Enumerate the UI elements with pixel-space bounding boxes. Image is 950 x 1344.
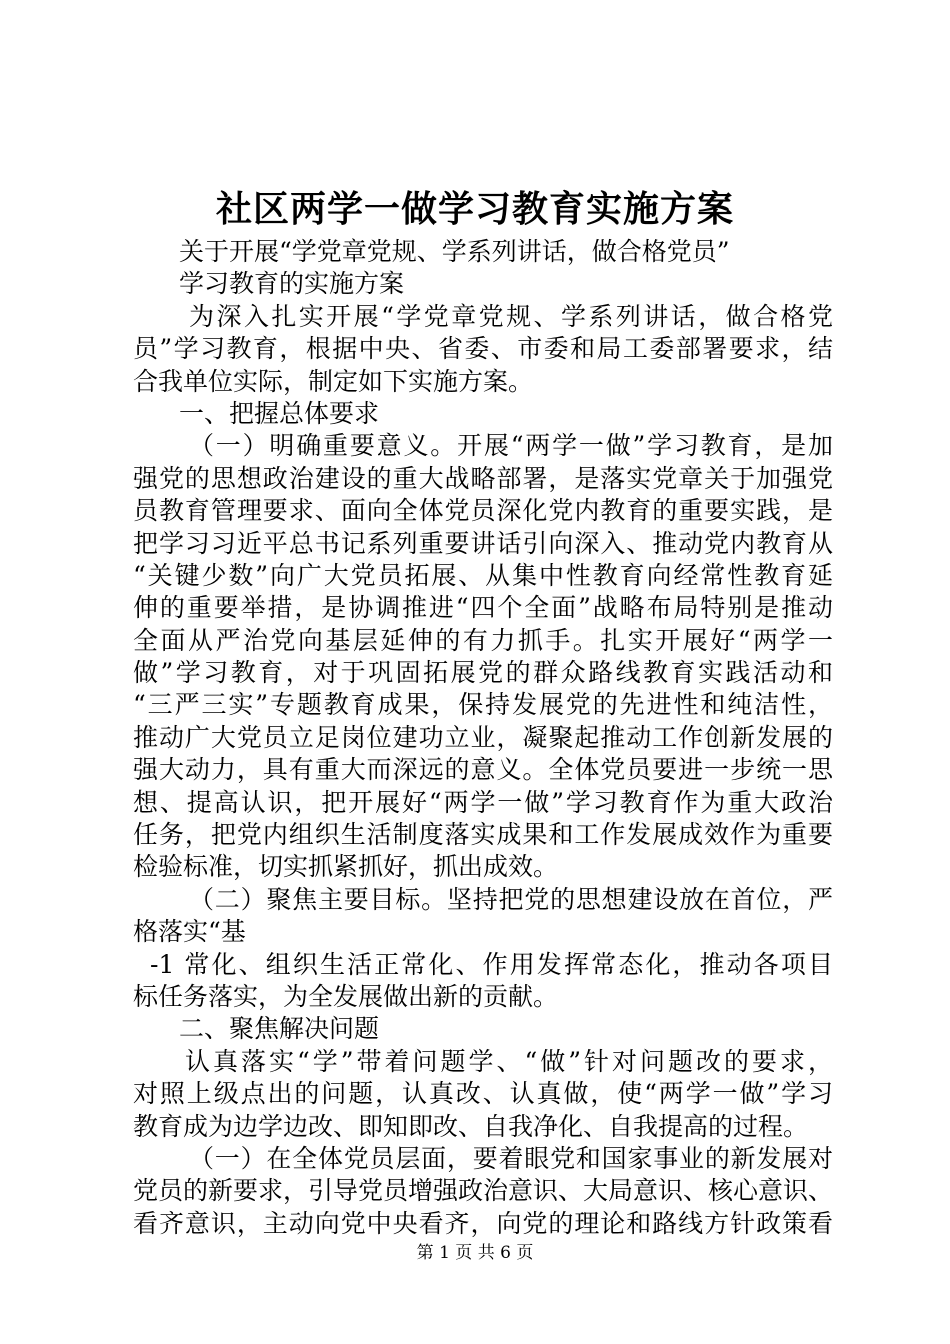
paragraph-line: 强大动力，具有重大而深远的意义。全体党员要进一步统一思 bbox=[133, 755, 833, 785]
paragraph-line: （一）在全体党员层面，要着眼党和国家事业的新发展对 bbox=[189, 1143, 833, 1173]
paragraph-line: “关键少数”向广大党员拓展、从集中性教育向经常性教育延 bbox=[133, 560, 833, 590]
paragraph-line: （二）聚焦主要目标。坚持把党的思想建设放在首位，严 bbox=[189, 884, 833, 914]
paragraph-line: 全面从严治党向基层延伸的有力抓手。扎实开展好“两学一 bbox=[133, 625, 833, 655]
paragraph-line: 合我单位实际，制定如下实施方案。 bbox=[133, 366, 534, 396]
paragraph-line: 员”学习教育，根据中央、省委、市委和局工委部署要求，结 bbox=[133, 334, 833, 364]
paragraph-line: 为深入扎实开展“学党章党规、学系列讲话，做合格党 bbox=[189, 301, 833, 331]
document-title: 社区两学一做学习教育实施方案 bbox=[215, 188, 734, 230]
paragraph-line: 想、提高认识，把开展好“两学一做”学习教育作为重大政治 bbox=[133, 787, 833, 817]
paragraph-line: 认真落实“学”带着问题学、“做”针对问题改的要求， bbox=[185, 1046, 833, 1076]
paragraph-line: 对照上级点出的问题，认真改、认真做，使“两学一做”学习 bbox=[133, 1079, 833, 1109]
paragraph-line: 做”学习教育，对于巩固拓展党的群众路线教育实践活动和 bbox=[133, 658, 833, 688]
paragraph-line: “三严三实”专题教育成果，保持发展党的先进性和纯洁性， bbox=[133, 690, 833, 720]
document-body bbox=[133, 236, 833, 1240]
paragraph-line: 推动广大党员立足岗位建功立业，凝聚起推动工作创新发展的 bbox=[133, 722, 833, 752]
paragraph-line: 把学习习近平总书记系列重要讲话引向深入、推动党内教育从 bbox=[133, 528, 833, 558]
subtitle-line-1: 关于开展“学党章党规、学系列讲话，做合格党员” bbox=[179, 237, 730, 266]
paragraph-line: 检验标准，切实抓紧抓好，抓出成效。 bbox=[133, 852, 559, 882]
subtitle-line-2: 学习教育的实施方案 bbox=[179, 269, 405, 299]
page-number-footer: 第 1 页 共 6 页 bbox=[416, 1243, 534, 1263]
section-heading: 一、把握总体要求 bbox=[179, 398, 380, 428]
paragraph-line: 党员的新要求，引导党员增强政治意识、大局意识、核心意识、 bbox=[133, 1176, 834, 1206]
paragraph-line: 格落实“基 bbox=[133, 917, 246, 947]
section-heading: 二、聚焦解决问题 bbox=[179, 1014, 380, 1044]
paragraph-line: 标任务落实，为全发展做出新的贡献。 bbox=[133, 981, 559, 1011]
paragraph-line: （一）明确重要意义。开展“两学一做”学习教育，是加 bbox=[189, 431, 833, 461]
paragraph-line: -1 常化、组织生活正常化、作用发挥常态化，推动各项目 bbox=[150, 949, 833, 979]
paragraph-line: 教育成为边学边改、即知即改、自我净化、自我提高的过程。 bbox=[133, 1111, 809, 1141]
paragraph-line: 看齐意识，主动向党中央看齐，向党的理论和路线方针政策看 bbox=[133, 1208, 833, 1238]
paragraph-line: 伸的重要举措，是协调推进“四个全面”战略布局特别是推动 bbox=[133, 593, 833, 623]
paragraph-line: 员教育管理要求、面向全体党员深化党内教育的重要实践，是 bbox=[133, 496, 833, 526]
paragraph-line: 任务，把党内组织生活制度落实成果和工作发展成效作为重要 bbox=[133, 820, 833, 850]
paragraph-line: 强党的思想政治建设的重大战略部署，是落实党章关于加强党 bbox=[133, 463, 833, 493]
